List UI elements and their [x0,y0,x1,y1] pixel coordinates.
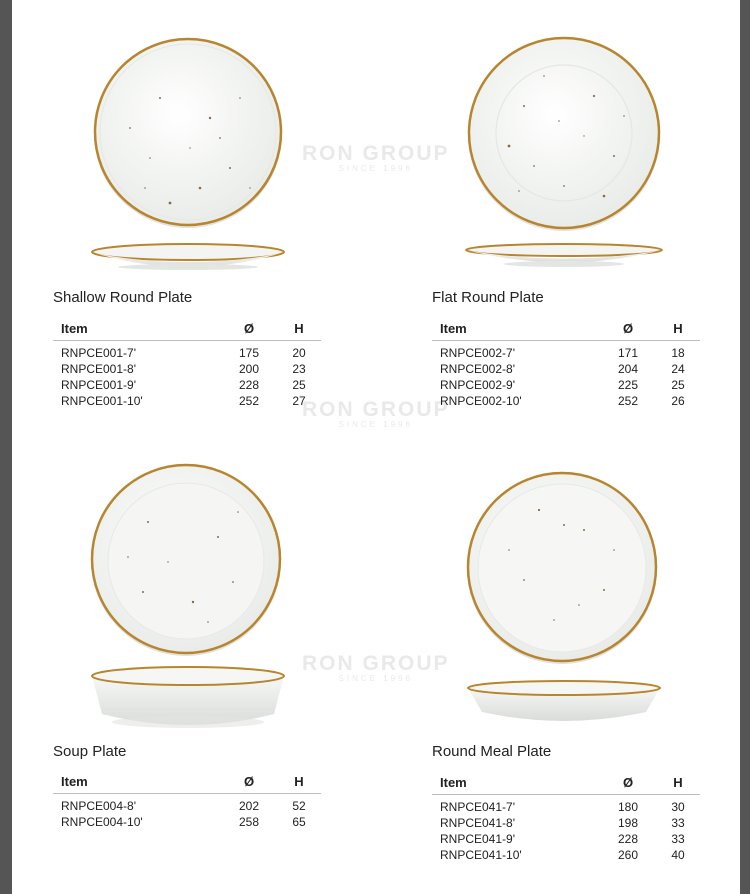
catalog-page [12,0,740,894]
spec-table-header [432,770,700,795]
spec-table-header [53,769,321,794]
table-row: RNPCE001-9' 228 25 [61,378,306,392]
shallow-plate-top-view [90,38,286,234]
meal-plate-side-view [464,678,664,728]
table-row: RNPCE001-7' 175 20 [61,346,306,360]
header-item: Item [61,320,88,336]
header-diameter: Ø [243,773,255,789]
watermark: RON GROUP SINCE 1996 [302,142,450,173]
header-item: Item [440,774,467,790]
header-height: H [673,320,683,336]
header-diameter: Ø [622,774,634,790]
watermark: RON GROUP SINCE 1996 [302,398,450,429]
table-row: RNPCE004-10' 258 65 [61,815,306,829]
table-row: RNPCE001-8' 200 23 [61,362,306,376]
header-diameter: Ø [622,320,634,336]
watermark: RON GROUP SINCE 1996 [302,652,450,683]
shallow-plate-side-view [88,240,288,272]
spec-table [432,770,700,863]
table-row: RNPCE041-7' 180 30 [440,800,685,814]
header-diameter: Ø [243,320,255,336]
header-height: H [673,774,683,790]
product-title: Soup Plate [53,743,127,760]
table-row: RNPCE002-9' 225 25 [440,378,685,392]
flat-plate-side-view [462,240,666,270]
product-title: Shallow Round Plate [53,289,193,306]
soup-plate-top-view [88,462,284,658]
header-height: H [294,773,304,789]
header-item: Item [61,773,88,789]
product-title: Flat Round Plate [432,289,544,306]
spec-table [53,769,321,830]
table-row: RNPCE041-10' 260 40 [440,848,685,862]
table-row: RNPCE002-7' 171 18 [440,346,685,360]
table-row: RNPCE002-10' 252 26 [440,394,685,408]
spec-table [53,316,321,409]
soup-plate-side-view [88,664,288,734]
flat-plate-top-view [464,36,664,236]
table-row: RNPCE001-10' 252 27 [61,394,306,408]
header-height: H [294,320,304,336]
table-row: RNPCE002-8' 204 24 [440,362,685,376]
spec-table-header [53,316,321,341]
meal-plate-top-view [464,470,660,666]
header-item: Item [440,320,467,336]
spec-table-header [432,316,700,341]
table-row: RNPCE004-8' 202 52 [61,799,306,813]
product-title: Round Meal Plate [432,743,552,760]
spec-table [432,316,700,409]
table-row: RNPCE041-9' 228 33 [440,832,685,846]
table-row: RNPCE041-8' 198 33 [440,816,685,830]
